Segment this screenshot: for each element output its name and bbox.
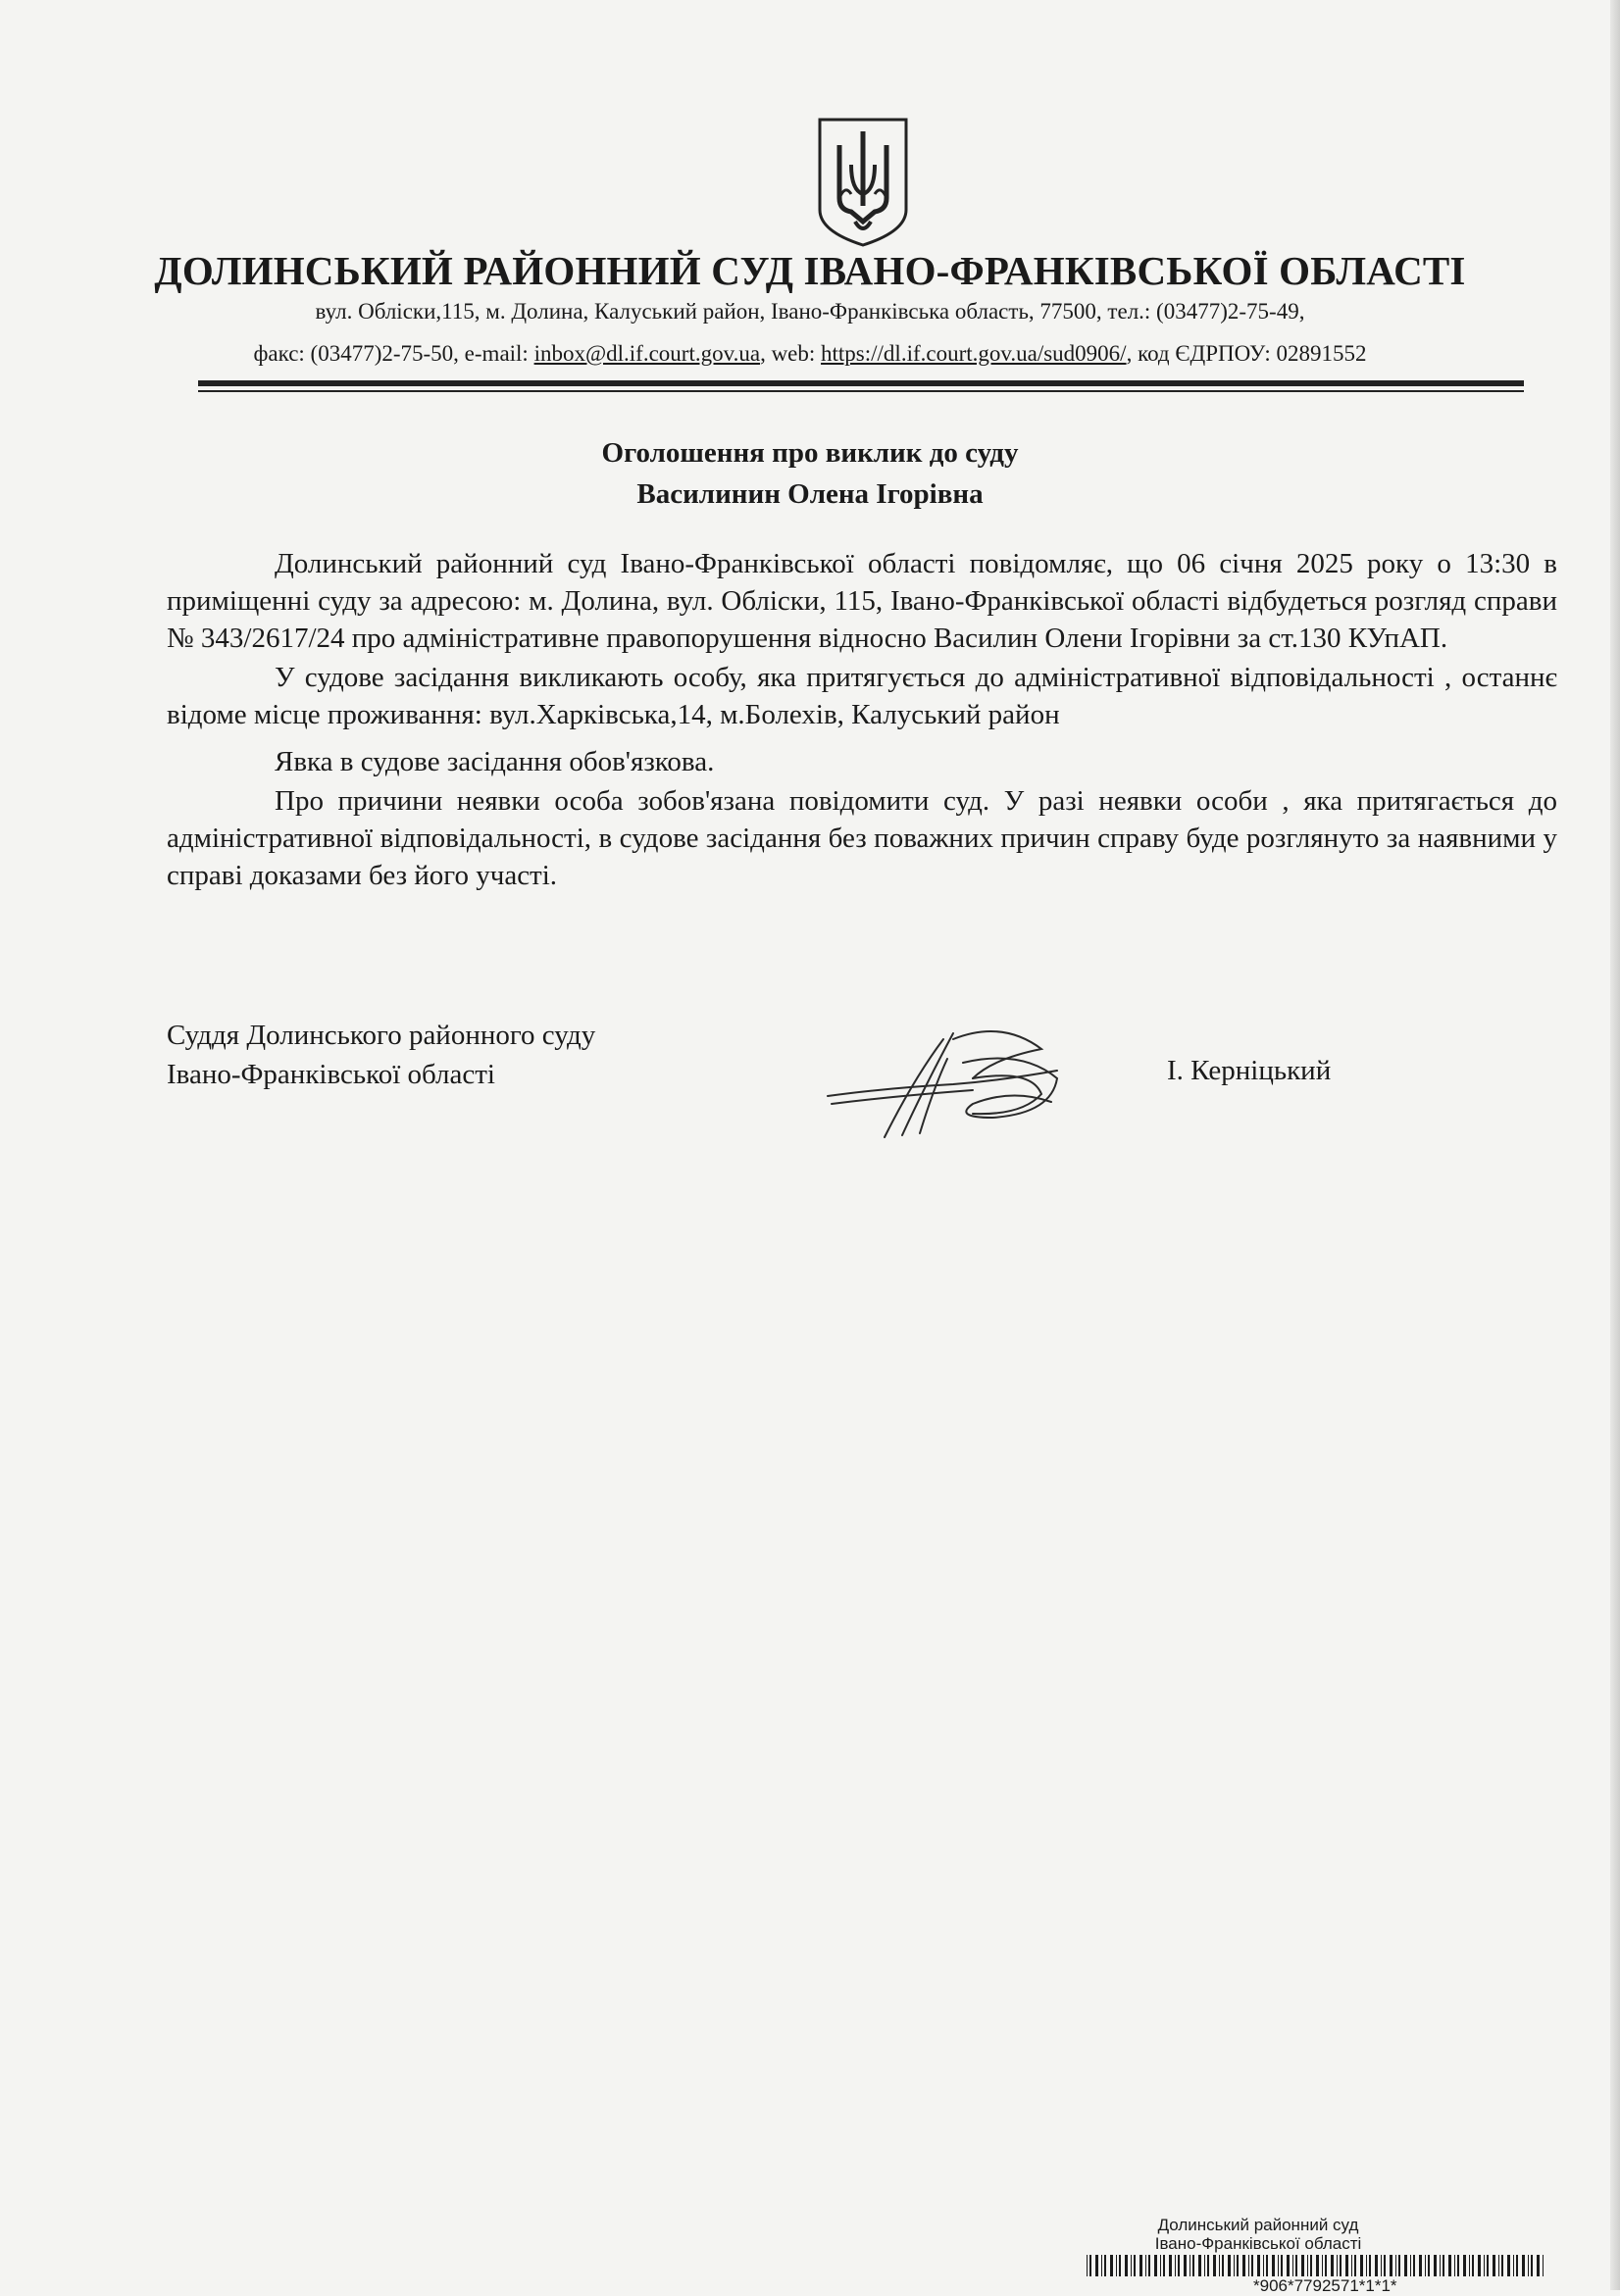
- barcode-bar: [1125, 2255, 1128, 2276]
- barcode-bar: [1516, 2255, 1518, 2276]
- barcode-bar: [1340, 2255, 1342, 2276]
- barcode-bar: [1237, 2255, 1239, 2276]
- barcode-bar: [1281, 2255, 1283, 2276]
- barcode-bar: [1522, 2255, 1525, 2276]
- stamp-court-line1: Долинський районний суд: [1157, 2216, 1359, 2234]
- barcode-bar: [1169, 2255, 1172, 2276]
- barcode-bar: [1493, 2255, 1495, 2276]
- barcode-bar: [1487, 2255, 1489, 2276]
- barcode-bar: [1369, 2255, 1371, 2276]
- page-edge: [1610, 0, 1620, 2290]
- barcode-bar: [1381, 2255, 1382, 2276]
- judge-name: І. Керніцький: [1167, 1055, 1332, 1086]
- barcode-bar: [1087, 2255, 1088, 2276]
- barcode-bar: [1160, 2255, 1161, 2276]
- barcode-bar: [1404, 2255, 1407, 2276]
- stamp-court-line2: Івано-Франківської області: [1154, 2234, 1362, 2253]
- barcode-bar: [1263, 2255, 1264, 2276]
- barcode-bar: [1266, 2255, 1268, 2276]
- barcode-bar: [1295, 2255, 1297, 2276]
- barcode-bar: [1366, 2255, 1367, 2276]
- barcode-bar: [1351, 2255, 1352, 2276]
- edrpou-text: , код ЄДРПОУ: 02891552: [1126, 341, 1367, 366]
- barcode-bar: [1322, 2255, 1323, 2276]
- barcode-bar: [1501, 2255, 1503, 2276]
- barcode-bar: [1531, 2255, 1533, 2276]
- barcode-bar: [1204, 2255, 1205, 2276]
- barcode-bar: [1410, 2255, 1411, 2276]
- judge-role-line1: Суддя Долинського районного суду: [167, 1020, 596, 1051]
- barcode-bar: [1184, 2255, 1187, 2276]
- barcode-bar: [1222, 2255, 1224, 2276]
- barcode-bar: [1110, 2255, 1113, 2276]
- barcode-bar: [1316, 2255, 1319, 2276]
- barcode-bar: [1104, 2255, 1106, 2276]
- barcode-bar: [1242, 2255, 1245, 2276]
- barcode-bar: [1154, 2255, 1157, 2276]
- barcode-bar: [1251, 2255, 1253, 2276]
- paragraph-summons: У судове засідання викликають особу, яка притягується до адміністративної відповідальності , останнє відоме місце проживання: вул.Харківська,14, м.Болехів, Калуський район: [167, 662, 1557, 730]
- barcode-bar: [1537, 2255, 1540, 2276]
- barcode-bar: [1543, 2255, 1544, 2276]
- barcode-bar: [1116, 2255, 1117, 2276]
- barcode-bar: [1419, 2255, 1422, 2276]
- announcement-body: [167, 545, 1557, 894]
- barcode-bar: [1390, 2255, 1392, 2276]
- barcode-bar: [1398, 2255, 1400, 2276]
- barcode-bar: [1119, 2255, 1121, 2276]
- court-address: вул. Обліски,115, м. Долина, Калуський район, Івано-Франківська область, 77500, тел.: (03477)2-75-49,: [315, 299, 1305, 324]
- email-link[interactable]: inbox@dl.if.court.gov.ua: [533, 341, 761, 366]
- barcode-bar: [1192, 2255, 1194, 2276]
- barcode-bar: [1219, 2255, 1220, 2276]
- barcode-bar: [1248, 2255, 1249, 2276]
- barcode-bar: [1139, 2255, 1142, 2276]
- barcode-bar: [1089, 2255, 1091, 2276]
- registration-stamp: [1087, 2216, 1547, 2295]
- barcode-bar: [1198, 2255, 1201, 2276]
- barcode-bar: [1307, 2255, 1308, 2276]
- web-label: , web:: [760, 341, 822, 366]
- judge-role: [167, 1016, 595, 1094]
- barcode-bar: [1292, 2255, 1293, 2276]
- barcode-bar: [1463, 2255, 1466, 2276]
- barcode-bar: [1498, 2255, 1499, 2276]
- barcode-bar: [1360, 2255, 1363, 2276]
- court-contacts: [127, 341, 1493, 367]
- barcode-bar: [1469, 2255, 1470, 2276]
- barcode-bar: [1310, 2255, 1312, 2276]
- barcode-bar: [1257, 2255, 1260, 2276]
- barcode-bar: [1440, 2255, 1441, 2276]
- handwritten-signature: [826, 1020, 1071, 1147]
- barcode-bar: [1478, 2255, 1481, 2276]
- barcode-bar: [1325, 2255, 1327, 2276]
- coat-of-arms-icon: [816, 116, 910, 249]
- barcode-bar: [1101, 2255, 1102, 2276]
- barcode-bar: [1507, 2255, 1510, 2276]
- announcement-title: Оголошення про виклик до суду: [601, 437, 1019, 469]
- barcode-bar: [1331, 2255, 1334, 2276]
- barcode-bar: [1443, 2255, 1444, 2276]
- barcode-bar: [1163, 2255, 1165, 2276]
- barcode-bar: [1413, 2255, 1415, 2276]
- barcode-bar: [1425, 2255, 1426, 2276]
- barcode-bar: [1457, 2255, 1459, 2276]
- barcode-bar: [1134, 2255, 1136, 2276]
- barcode-bar: [1472, 2255, 1474, 2276]
- barcode-bar: [1354, 2255, 1356, 2276]
- fax-text: факс: (03477)2-75-50, e-mail:: [253, 341, 534, 366]
- barcode-bar: [1484, 2255, 1485, 2276]
- barcode-bar: [1513, 2255, 1514, 2276]
- judge-role-line2: Івано-Франківської області: [167, 1059, 495, 1090]
- person-name: Василинин Олена Ігорівна: [636, 478, 984, 510]
- barcode-bar: [1175, 2255, 1176, 2276]
- barcode-bar: [1272, 2255, 1275, 2276]
- court-name: ДОЛИНСЬКИЙ РАЙОННИЙ СУД ІВАНО-ФРАНКІВСЬКОЇ ОБЛАСТІ: [154, 248, 1466, 293]
- barcode-bar: [1428, 2255, 1430, 2276]
- barcode-bar: [1145, 2255, 1146, 2276]
- barcode-bar: [1384, 2255, 1386, 2276]
- barcode-bar: [1287, 2255, 1290, 2276]
- barcode-bar: [1178, 2255, 1180, 2276]
- paragraph-hearing: Долинський районний суд Івано-Франківської області повідомляє, що 06 січня 2025 року о 13:30 в приміщенні суду за адресою: м. Долина, вул. Обліски, 115, Івано-Франківської області відбудеться розгляд справи № 343/2617/24 про адміністративне правопорушення відносно Василин Олени Ігорівни за ст.130 КУпАП.: [167, 548, 1557, 654]
- barcode-bar: [1528, 2255, 1529, 2276]
- website-link[interactable]: https://dl.if.court.gov.ua/sud0906/: [821, 341, 1127, 366]
- barcode-bar: [1301, 2255, 1304, 2276]
- barcode-bar: [1207, 2255, 1209, 2276]
- barcode-bar: [1434, 2255, 1437, 2276]
- barcode-bar: [1095, 2255, 1098, 2276]
- barcode-bar: [1228, 2255, 1231, 2276]
- barcode-bar: [1131, 2255, 1132, 2276]
- barcode-bar: [1148, 2255, 1150, 2276]
- barcode-number: *906*7792571*1*1*: [1253, 2276, 1397, 2295]
- barcode-bar: [1448, 2255, 1451, 2276]
- header-divider-thin: [198, 390, 1524, 392]
- barcode-bar: [1278, 2255, 1279, 2276]
- barcode-bar: [1337, 2255, 1338, 2276]
- barcode-bar: [1345, 2255, 1348, 2276]
- header-divider: [198, 380, 1524, 386]
- barcode-bar: [1375, 2255, 1378, 2276]
- barcode-bar: [1395, 2255, 1396, 2276]
- paragraph-attendance: Явка в судове засідання обов'язкова.: [275, 746, 715, 777]
- barcode-bar: [1213, 2255, 1216, 2276]
- barcode-bar: [1234, 2255, 1235, 2276]
- barcode-bar: [1454, 2255, 1455, 2276]
- barcode: [1087, 2255, 1547, 2276]
- paragraph-absence: Про причини неявки особа зобов'язана повідомити суд. У разі неявки особи , яка притягається до адміністративної відповідальності, в судове засідання без поважних причин справу буде розглянуто за наявними у справі доказами без його участі.: [167, 785, 1557, 891]
